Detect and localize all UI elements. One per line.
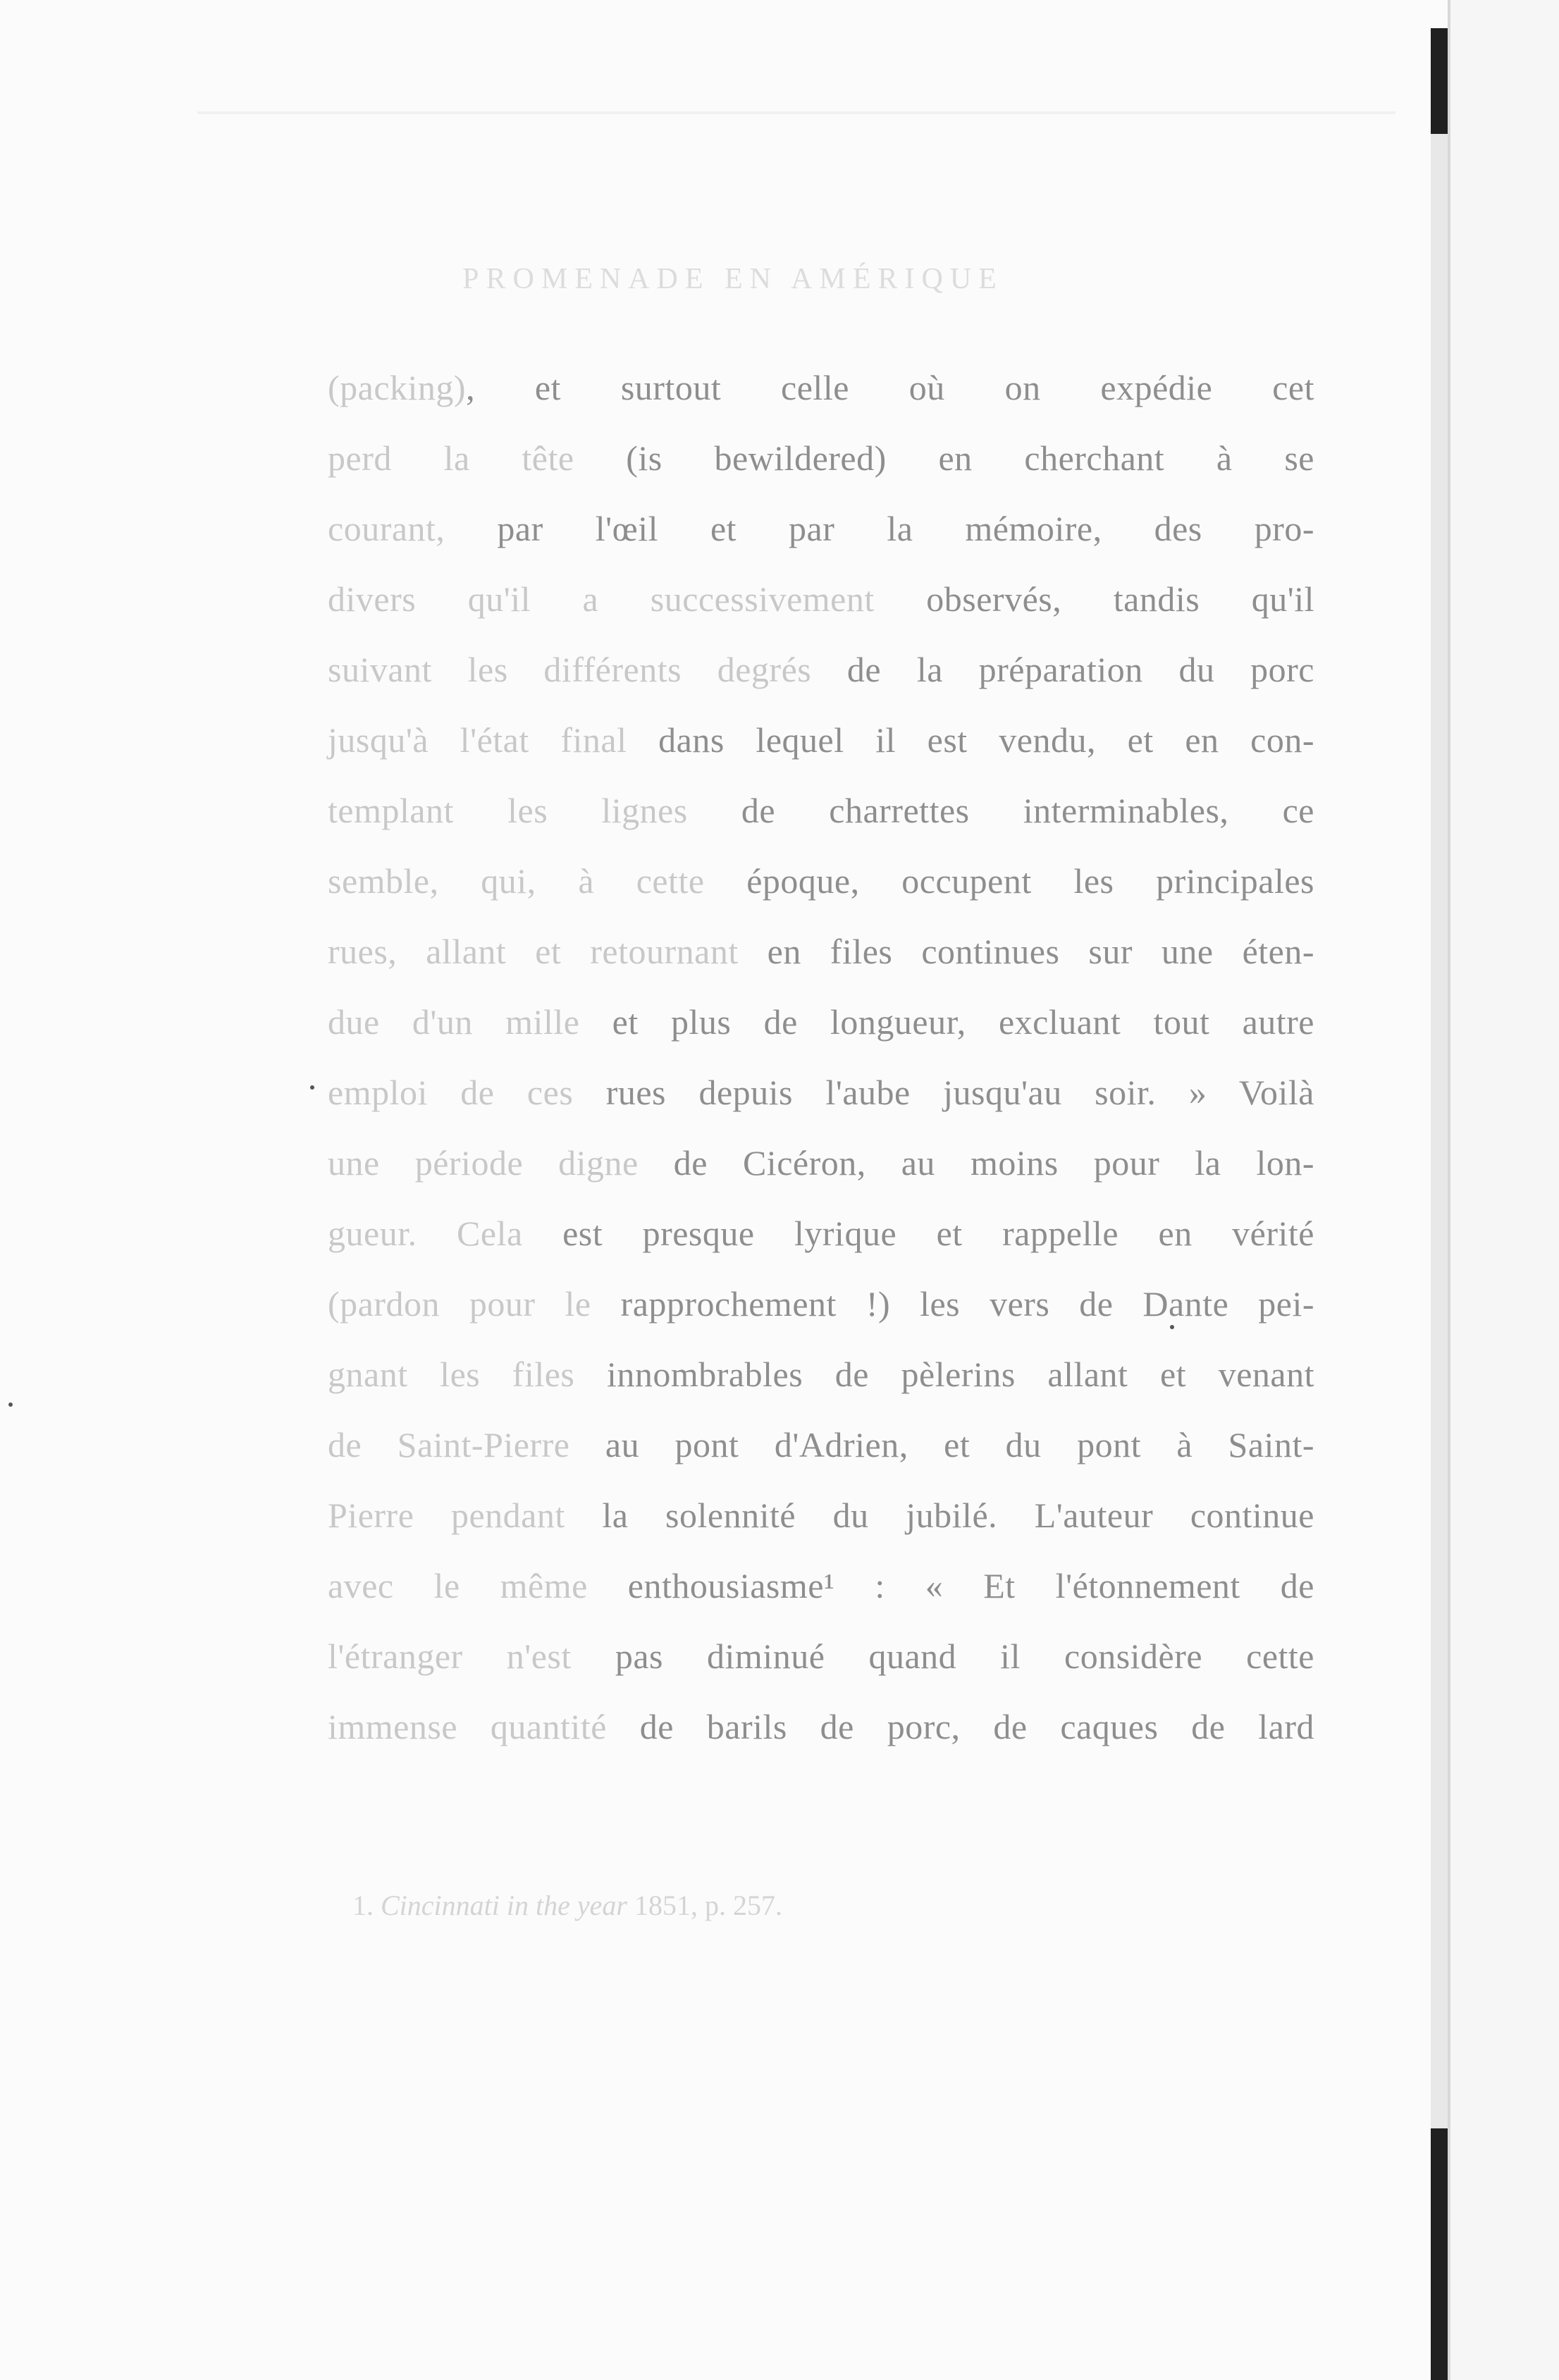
- text-line-faint: gueur. Cela: [328, 1214, 523, 1253]
- text-line-faint: courant,: [328, 509, 445, 548]
- text-line-main: et plus de longueur, excluant tout autre: [579, 1002, 1314, 1042]
- text-line: [328, 352, 1314, 423]
- text-line: [328, 1269, 1314, 1339]
- footnote-ref: 1851, p. 257.: [634, 1889, 782, 1921]
- text-line-faint: perd la tête: [328, 438, 574, 478]
- text-line-main: époque, occupent les principales: [704, 861, 1314, 901]
- text-line-main: rues depuis l'aube jusqu'au soir. » Voilà: [573, 1073, 1314, 1112]
- ink-speck: [1170, 1325, 1174, 1329]
- text-line-main: de charrettes interminables, ce: [687, 791, 1314, 830]
- text-line: [328, 493, 1314, 564]
- footnote: [352, 1889, 782, 1922]
- text-line: [328, 423, 1314, 493]
- text-line: [328, 705, 1314, 775]
- text-line-main: rapprochement !) les vers de Dante pei-: [591, 1284, 1314, 1324]
- binding-gap-top: [1431, 0, 1448, 28]
- text-line: [328, 1128, 1314, 1198]
- binding-strip: [1431, 0, 1448, 2380]
- text-line: [328, 1057, 1314, 1128]
- text-line: [328, 987, 1314, 1057]
- text-line-faint: suivant les différents degrés: [328, 650, 812, 689]
- text-line-main: par l'œil et par la mémoire, des pro-: [445, 509, 1314, 548]
- text-line-main: au pont d'Adrien, et du pont à Saint-: [569, 1425, 1314, 1465]
- text-line-faint: divers qu'il a successivement: [328, 579, 875, 619]
- text-line-faint: templant les lignes: [328, 791, 688, 830]
- text-line: [328, 1621, 1314, 1691]
- text-line-main: , et surtout celle où on expédie cet: [466, 368, 1314, 407]
- text-line: [328, 564, 1314, 634]
- text-line-main: de la préparation du porc: [811, 650, 1314, 689]
- text-line: [328, 775, 1314, 846]
- text-line-faint: (pardon pour le: [328, 1284, 591, 1324]
- text-line-faint: due d'un mille: [328, 1002, 580, 1042]
- text-line: [328, 846, 1314, 916]
- text-line-main: innombrables de pèlerins allant et venant: [574, 1355, 1314, 1394]
- text-line: [328, 1339, 1314, 1410]
- text-line: [328, 1198, 1314, 1269]
- binding-gap-middle: [1431, 134, 1448, 2128]
- text-line-faint: rues, allant et retournant: [328, 932, 739, 971]
- text-line-faint: (packing): [328, 368, 467, 407]
- text-line-faint: gnant les files: [328, 1355, 575, 1394]
- text-line-faint: jusqu'à l'état final: [328, 720, 627, 760]
- text-line-main: dans lequel il est vendu, et en con-: [627, 720, 1314, 760]
- text-line: [328, 1480, 1314, 1550]
- text-line-faint: l'étranger n'est: [328, 1636, 572, 1676]
- text-line-main: de barils de porc, de caques de lard: [606, 1707, 1314, 1746]
- text-line-faint: Pierre pendant: [328, 1496, 565, 1535]
- text-line-main: est presque lyrique et rappelle en vérité: [522, 1214, 1314, 1253]
- footnote-title: Cincinnati in the year: [381, 1889, 627, 1921]
- ink-speck: [310, 1085, 314, 1090]
- text-line-main: observés, tandis qu'il: [874, 579, 1314, 619]
- scanner-margin: [1448, 0, 1559, 2380]
- text-line: [328, 1691, 1314, 1762]
- text-line-main: de Cicéron, au moins pour la lon-: [638, 1143, 1314, 1183]
- running-head: PROMENADE EN AMÉRIQUE: [462, 263, 1004, 295]
- text-line-faint: immense quantité: [328, 1707, 607, 1746]
- text-line: [328, 916, 1314, 987]
- text-line-main: enthousiasme¹ : « Et l'étonnement de: [587, 1566, 1314, 1605]
- text-line-main: en files continues sur une éten-: [738, 932, 1314, 971]
- text-line: [328, 634, 1314, 705]
- text-line-main: pas diminué quand il considère cette: [571, 1636, 1314, 1676]
- page-top-rule: [197, 111, 1395, 114]
- text-line-faint: semble, qui, à cette: [328, 861, 705, 901]
- text-line-faint: avec le même: [328, 1566, 588, 1605]
- text-line-faint: une période digne: [328, 1143, 639, 1183]
- text-line: [328, 1410, 1314, 1480]
- footnote-number: 1.: [352, 1889, 374, 1921]
- text-line: [328, 1550, 1314, 1621]
- text-line-main: (is bewildered) en cherchant à se: [574, 438, 1314, 478]
- text-line-faint: de Saint-Pierre: [328, 1425, 570, 1465]
- body-text: [328, 352, 1314, 1762]
- text-line-main: la solennité du jubilé. L'auteur continue: [565, 1496, 1314, 1535]
- ink-speck: [8, 1402, 13, 1407]
- text-line-faint: emploi de ces: [328, 1073, 574, 1112]
